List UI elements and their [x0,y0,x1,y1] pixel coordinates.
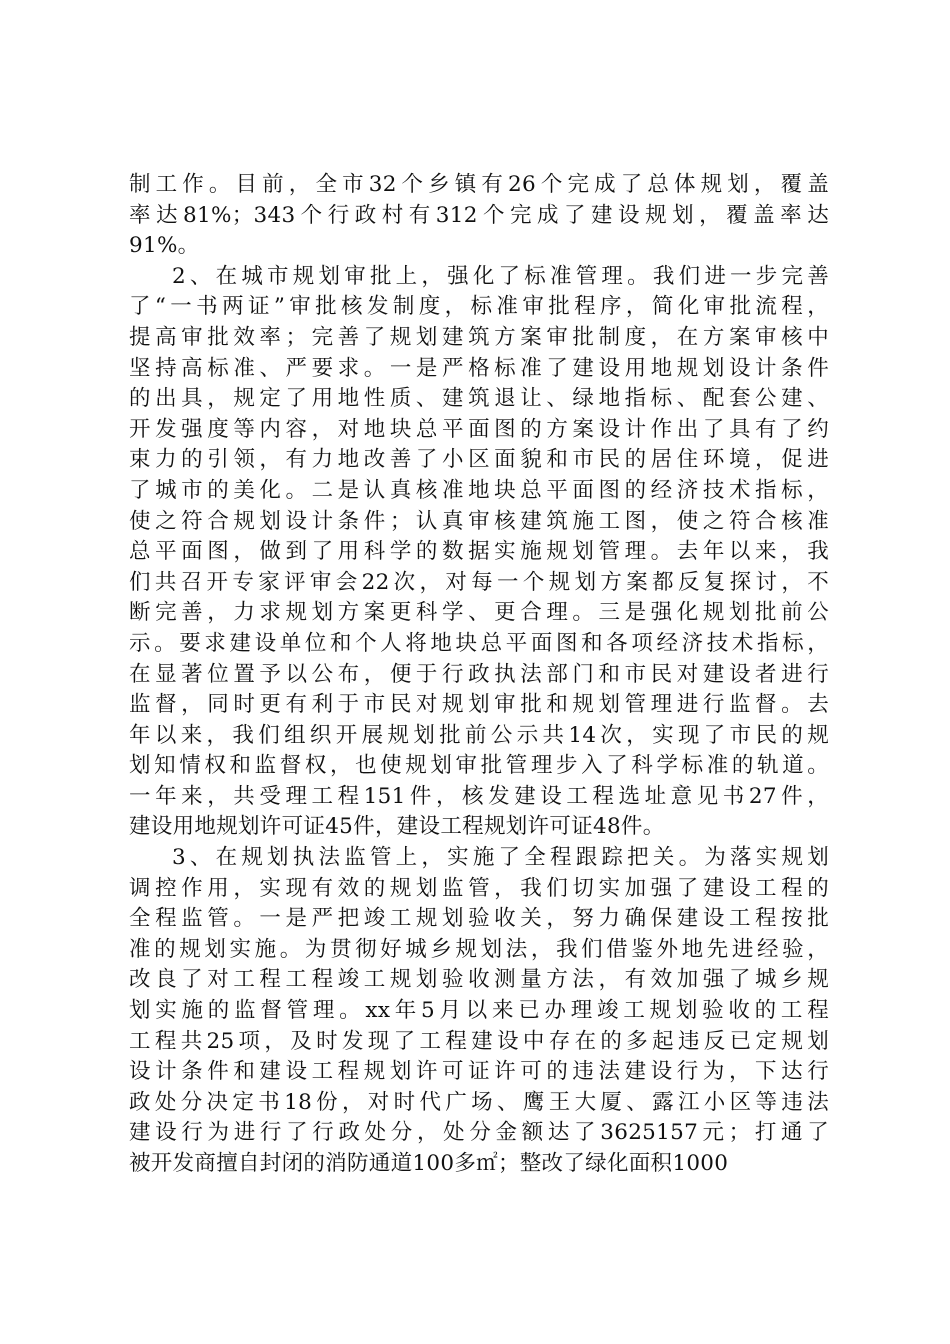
text-line: 被开发商擅自封闭的消防通道100多㎡；整改了绿化面积1000 [129,1151,729,1176]
paragraph-1 [129,262,829,843]
text-line: 年以来，我们组织开展规划批前公示共14次，实现了市民的规 [129,722,829,748]
text-line: 2、在城市规划审批上，强化了标准管理。我们进一步完善 [172,263,829,289]
text-line: 提高审批效率；完善了规划建筑方案审批制度，在方案审核中 [129,324,829,350]
text-line: 在显著位置予以公布，便于行政执法部门和市民对建设者进行 [129,661,829,687]
text-line: 调控作用，实现有效的规划监管，我们切实加强了建设工程的 [129,875,829,901]
text-line: 政处分决定书18份，对时代广场、鹰王大厦、露江小区等违法 [129,1089,829,1115]
text-line: 全程监管。一是严把竣工规划验收关，努力确保建设工程按批 [129,906,829,932]
text-line: 示。要求建设单位和个人将地块总平面图和各项经济技术指标， [129,630,829,656]
text-line: 改良了对工程工程竣工规划验收测量方法，有效加强了城乡规 [129,967,829,993]
text-line: 91%。 [129,233,200,259]
text-line: 监督，同时更有利于市民对规划审批和规划管理进行监督。去 [129,692,829,718]
paragraph-0 [129,170,829,262]
text-line: 划知情权和监督权，也使规划审批管理步入了科学标准的轨道。 [129,753,829,779]
text-line: 开发强度等内容，对地块总平面图的方案设计作出了具有了约 [129,416,829,442]
text-line: 断完善，力求规划方案更科学、更合理。三是强化规划批前公 [129,600,829,626]
text-line: 总平面图，做到了用科学的数据实施规划管理。去年以来，我 [129,539,829,565]
paragraph-2 [129,843,829,1180]
text-line: 了“一书两证”审批核发制度，标准审批程序，简化审批流程， [129,294,829,320]
text-line: 率达81%；343个行政村有312个完成了建设规划，覆盖率达 [129,202,829,228]
text-line: 建设用地规划许可证45件，建设工程规划许可证48件。 [129,814,665,840]
text-line: 了城市的美化。二是认真核准地块总平面图的经济技术指标， [129,477,829,503]
text-line: 坚持高标准、严要求。一是严格标准了建设用地规划设计条件 [129,355,829,381]
text-line: 建设行为进行了行政处分，处分金额达了3625157元；打通了 [129,1120,829,1146]
text-line: 使之符合规划设计条件；认真审核建筑施工图，使之符合核准 [129,508,829,534]
text-line: 制工作。目前，全市32个乡镇有26个完成了总体规划，覆盖 [129,172,829,197]
text-line: 束力的引领，有力地改善了小区面貌和市民的居住环境，促进 [129,447,829,473]
text-line: 3、在规划执法监管上，实施了全程跟踪把关。为落实规划 [172,845,829,871]
text-line: 工程共25项，及时发现了工程建设中存在的多起违反已定规划 [129,1028,829,1054]
text-line: 的出具，规定了用地性质、建筑退让、绿地指标、配套公建、 [129,386,829,412]
text-line: 们共召开专家评审会22次，对每一个规划方案都反复探讨，不 [129,569,829,595]
text-line: 划实施的监督管理。xx年5月以来已办理竣工规划验收的工程 [129,998,829,1024]
text-line: 设计条件和建设工程规划许可证许可的违法建设行为，下达行 [129,1059,829,1085]
text-line: 准的规划实施。为贯彻好城乡规划法，我们借鉴外地先进经验， [129,936,829,962]
text-line: 一年来，共受理工程151件，核发建设工程选址意见书27件， [129,783,829,809]
document-body [129,170,829,1180]
